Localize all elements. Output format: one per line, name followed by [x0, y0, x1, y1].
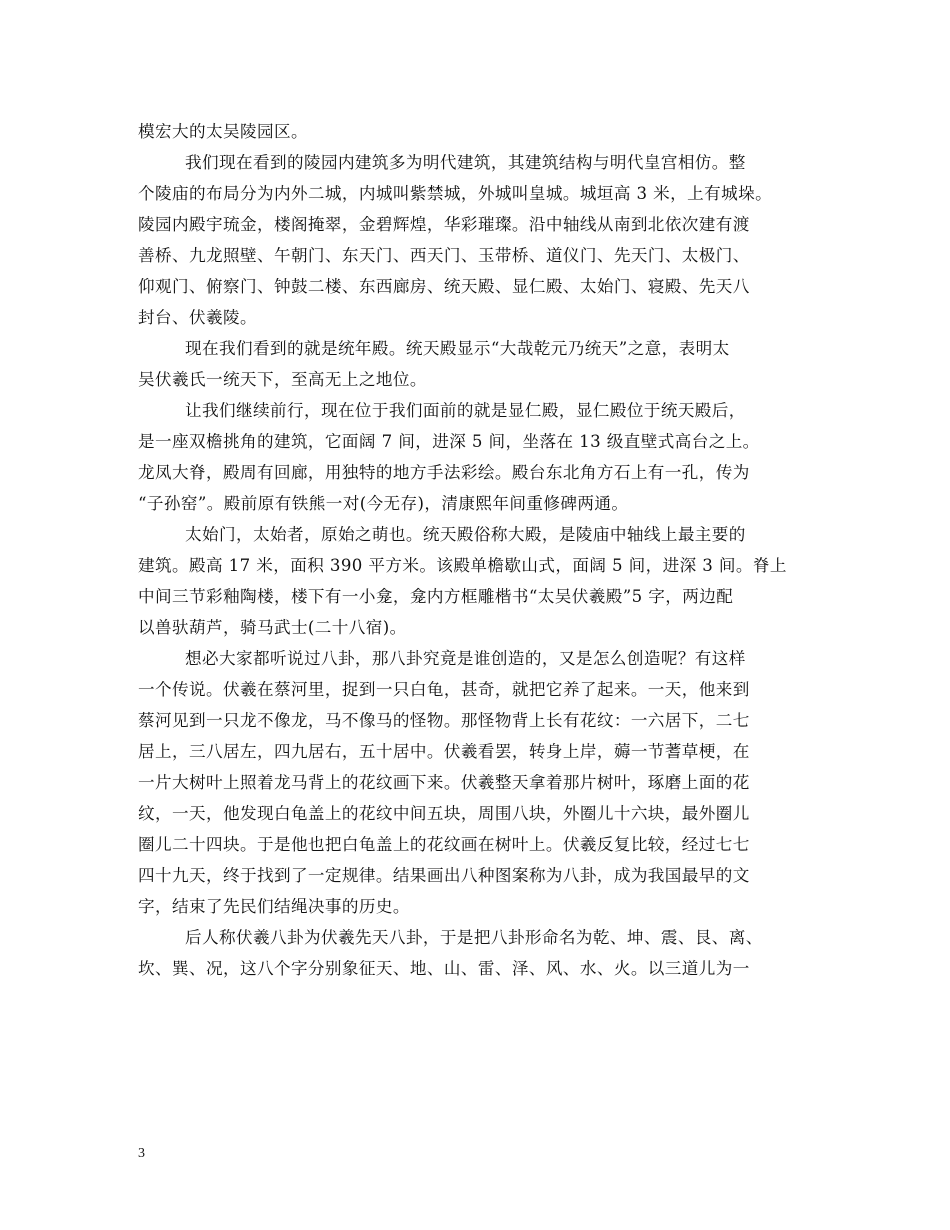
text-line: 仰观门、俯察门、钟鼓二楼、东西廊房、统天殿、显仁殿、太始门、寝殿、先天八 — [138, 277, 750, 296]
text-line: 让我们继续前行，现在位于我们面前的就是显仁殿，显仁殿位于统天殿后， — [185, 401, 746, 420]
text-line: 是一座双檐挑角的建筑，它面阔 7 间，进深 5 间，坐落在 13 级直壁式高台之上。 — [138, 432, 760, 451]
text-line: 龙凤大脊，殿周有回廊，用独特的地方手法彩绘。殿台东北角方石上有一孔，传为 — [138, 463, 750, 482]
text-line: 个陵庙的布局分为内外二城，内城叫紫禁城，外城叫皇城。城垣高 3 米，上有城垛。 — [138, 184, 773, 203]
text-line: 想必大家都听说过八卦，那八卦究竟是谁创造的，又是怎么创造呢？有这样 — [185, 649, 746, 668]
text-line: 现在我们看到的就是统年殿。统天殿显示“大哉乾元乃统天”之意，表明太 — [185, 339, 730, 358]
text-line: 纹，一天，他发现白龟盖上的花纹中间五块，周围八块，外圈儿十六块，最外圈儿 — [138, 804, 750, 823]
page-number: 3 — [138, 1146, 145, 1161]
text-line: 字，结束了先民们结绳决事的历史。 — [138, 897, 410, 916]
text-line: 陵园内殿宇琉金，楼阁掩翠，金碧辉煌，华彩璀璨。沿中轴线从南到北依次建有渡 — [138, 215, 750, 234]
text-line: 四十九天，终于找到了一定规律。结果画出八种图案称为八卦，成为我国最早的文 — [138, 866, 750, 885]
text-line: 坎、巽、况，这八个字分别象征天、地、山、雷、泽、风、水、火。以三道儿为一 — [138, 959, 750, 978]
text-line: 以兽驮葫芦，骑马武士(二十八宿)。 — [138, 618, 407, 637]
text-line: 封台、伏羲陵。 — [138, 308, 257, 327]
text-line: 太始门，太始者，原始之萌也。统天殿俗称大殿，是陵庙中轴线上最主要的 — [185, 525, 746, 544]
document-body — [138, 116, 820, 984]
text-line: 吴伏羲氏一统天下，至高无上之地位。 — [138, 370, 427, 389]
text-line: 模宏大的太吴陵园区。 — [138, 122, 308, 141]
text-line: 建筑。殿高 17 米，面积 390 平方米。该殿单檐歇山式，面阔 5 间，进深 3 间。脊上 — [138, 556, 787, 575]
text-line: 居上，三八居左，四九居右，五十居中。伏羲看罢，转身上岸，薅一节蓍草梗，在 — [138, 742, 750, 761]
text-line: “子孙窑”。殿前原有铁熊一对(今无存)，清康熙年间重修碑两通。 — [138, 494, 629, 513]
text-line: 蔡河见到一只龙不像龙，马不像马的怪物。那怪物背上长有花纹：一六居下，二七 — [138, 711, 750, 730]
text-line: 一个传说。伏羲在蔡河里，捉到一只白龟，甚奇，就把它养了起来。一天，他来到 — [138, 680, 750, 699]
text-line: 圈儿二十四块。于是他也把白龟盖上的花纹画在树叶上。伏羲反复比较，经过七七 — [138, 835, 750, 854]
text-line: 善桥、九龙照壁、午朝门、东天门、西天门、玉带桥、道仪门、先天门、太极门、 — [138, 246, 750, 265]
text-line: 一片大树叶上照着龙马背上的花纹画下来。伏羲整天拿着那片树叶，琢磨上面的花 — [138, 773, 750, 792]
text-line: 中间三节彩釉陶楼，楼下有一小龛，龛内方框雕楷书“太吴伏羲殿”5 字，两边配 — [138, 587, 734, 606]
text-line: 我们现在看到的陵园内建筑多为明代建筑，其建筑结构与明代皇宫相仿。整 — [185, 153, 746, 172]
text-line: 后人称伏羲八卦为伏羲先天八卦，于是把八卦形命名为乾、坤、震、艮、离、 — [185, 928, 763, 947]
